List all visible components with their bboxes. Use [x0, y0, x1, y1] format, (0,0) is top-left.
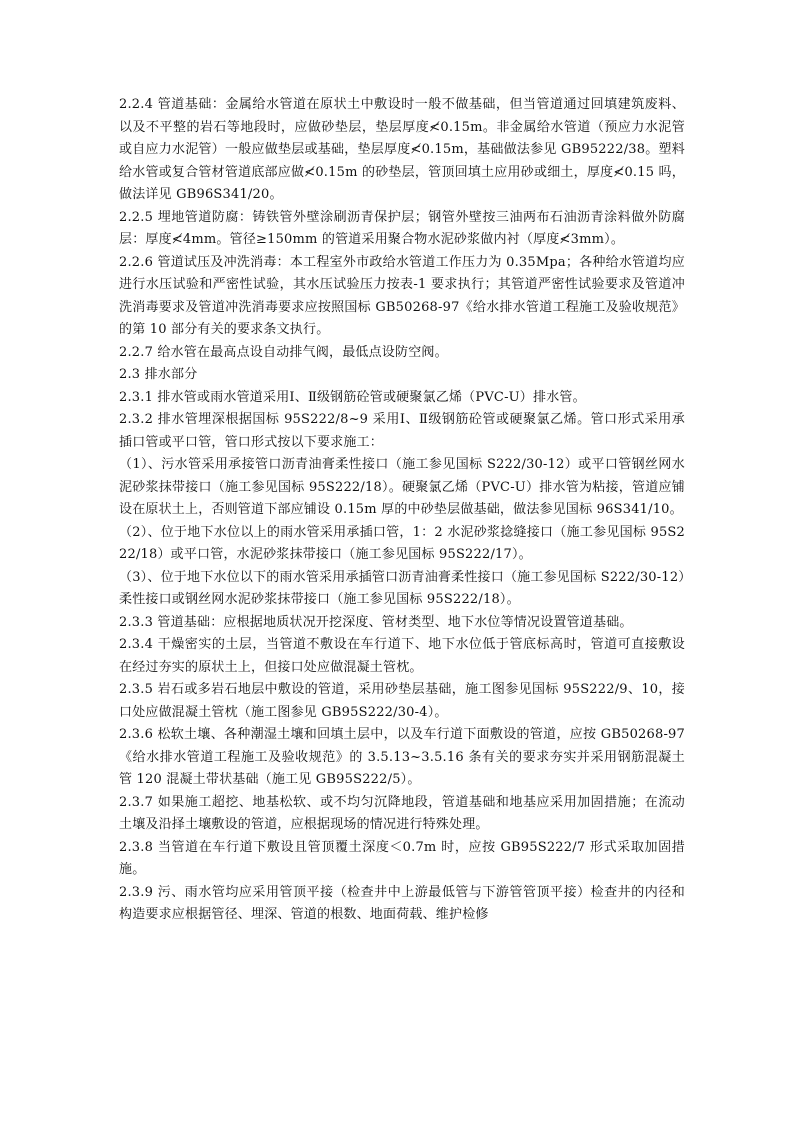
paragraph-2-3-7: 2.3.7 如果施工超挖、地基松软、或不均匀沉降地段，管道基础和地基应采用加固措施；在流动土壤及沿择土壤敷设的管道，应根据现场的情况进行特殊处理。 [119, 794, 685, 832]
list-item-2: （2）、位于地下水位以上的雨水管采用承插口管，1：2 水泥砂浆捻缝接口（施工参见国标 95S222/18）或平口管，水泥砂浆抹带接口（施工参见国标 95S222/17）。 [119, 524, 685, 562]
paragraph-2-3-3: 2.3.3 管道基础：应根据地质状况开挖深度、管材类型、地下水位等情况设置管道基础。 [119, 614, 633, 630]
paragraph-2-3-5: 2.3.5 岩石或多岩石地层中敷设的管道，采用砂垫层基础，施工图参见国标 95S222/9、10，接口处应做混凝土管枕（施工图参见 GB95S222/30-4）。 [119, 682, 685, 720]
paragraph-2-3-1: 2.3.1 排水管或雨水管道采用Ⅰ、Ⅱ级钢筋砼管或硬聚氯乙烯（PVC-U）排水管。 [119, 389, 586, 405]
paragraph-2-3-6: 2.3.6 松软土壤、各种潮湿土壤和回填土层中，以及车行道下面敷设的管道，应按 GB50268-97《给水排水管道工程施工及验收规范》的 3.5.13~3.5.16 条有关的要求夯实并采用钢筋混凝土管 120 混凝土带状基础（施工见 GB95S222/5）。 [119, 727, 685, 787]
document-body [119, 94, 685, 927]
list-item-1: （1）、污水管采用承接管口沥青油膏柔性接口（施工参见国标 S222/30-12）或平口管钢丝网水泥砂浆抹带接口（施工参见国标 95S222/18）。硬聚氯乙烯（PVC-U）排水管为粘接，管道应铺设在原状土上，否则管道下部应铺设 0.15m 厚的中砂垫层做基础，做法参见国标 96S341/10。 [119, 457, 685, 517]
paragraph-2-3-9: 2.3.9 污、雨水管均应采用管顶平接（检查井中上游最低管与下游管管顶平接）检查井的内径和构造要求应根据管径、埋深、管道的根数、地面荷载、维护检修 [119, 884, 685, 922]
paragraph-2-2-4: 2.2.4 管道基础：金属给水管道在原状土中敷设时一般不做基础，但当管道通过回填建筑废料、以及不平整的岩石等地段时，应做砂垫层，垫层厚度≮0.15m。非金属给水管道（预应力水泥管或自应力水泥管）一般应做垫层或基础，垫层厚度≮0.15m，基础做法参见 GB95222/38。塑料给水管或复合管材管道底部应做≮0.15m 的砂垫层，管顶回填土应用砂或细土，厚度≮0.15 吗，做法详见 GB96S341/20。 [119, 97, 685, 202]
paragraph-2-2-7: 2.2.7 给水管在最高点设自动排气阀，最低点设防空阀。 [119, 344, 448, 360]
paragraph-2-2-6: 2.2.6 管道试压及冲洗消毒：本工程室外市政给水管道工作压力为 0.35Mpa；各种给水管道均应进行水压试验和严密性试验，其水压试验压力按表-1 要求执行；其管道严密性试验要求及管道冲洗消毒要求及管道冲洗消毒要求应按照国标 GB50268-97《给水排水管道工程施工及验收规范》的第 10 部分有关的要求条文执行。 [119, 254, 685, 337]
paragraph-2-2-5: 2.2.5 埋地管道防腐：铸铁管外壁涂刷沥青保护层；钢管外壁按三油两布石油沥青涂料做外防腐层：厚度≮4mm。管径≥150mm 的管道采用聚合物水泥砂浆做内衬（厚度≮3mm）。 [119, 209, 685, 247]
paragraph-2-3-8: 2.3.8 当管道在车行道下敷设且管顶覆土深度＜0.7m 时，应按 GB95S222/7 形式采取加固措施。 [119, 839, 685, 877]
paragraph-2-3-4: 2.3.4 干燥密实的土层，当管道不敷设在车行道下、地下水位低于管底标高时，管道可直接敷设在经过夯实的原状土上，但接口处应做混凝土管枕。 [119, 637, 685, 675]
paragraph-2-3-2: 2.3.2 排水管埋深根据国标 95S222/8~9 采用Ⅰ、Ⅱ级钢筋砼管或硬聚氯乙烯。管口形式采用承插口管或平口管，管口形式按以下要求施工： [119, 412, 685, 450]
section-heading-2-3: 2.3 排水部分 [119, 367, 198, 382]
list-item-3: （3）、位于地下水位以下的雨水管采用承插管口沥青油膏柔性接口（施工参见国标 S222/30-12）柔性接口或钢丝网水泥砂浆抹带接口（施工参见国标 95S222/18）。 [119, 569, 685, 607]
